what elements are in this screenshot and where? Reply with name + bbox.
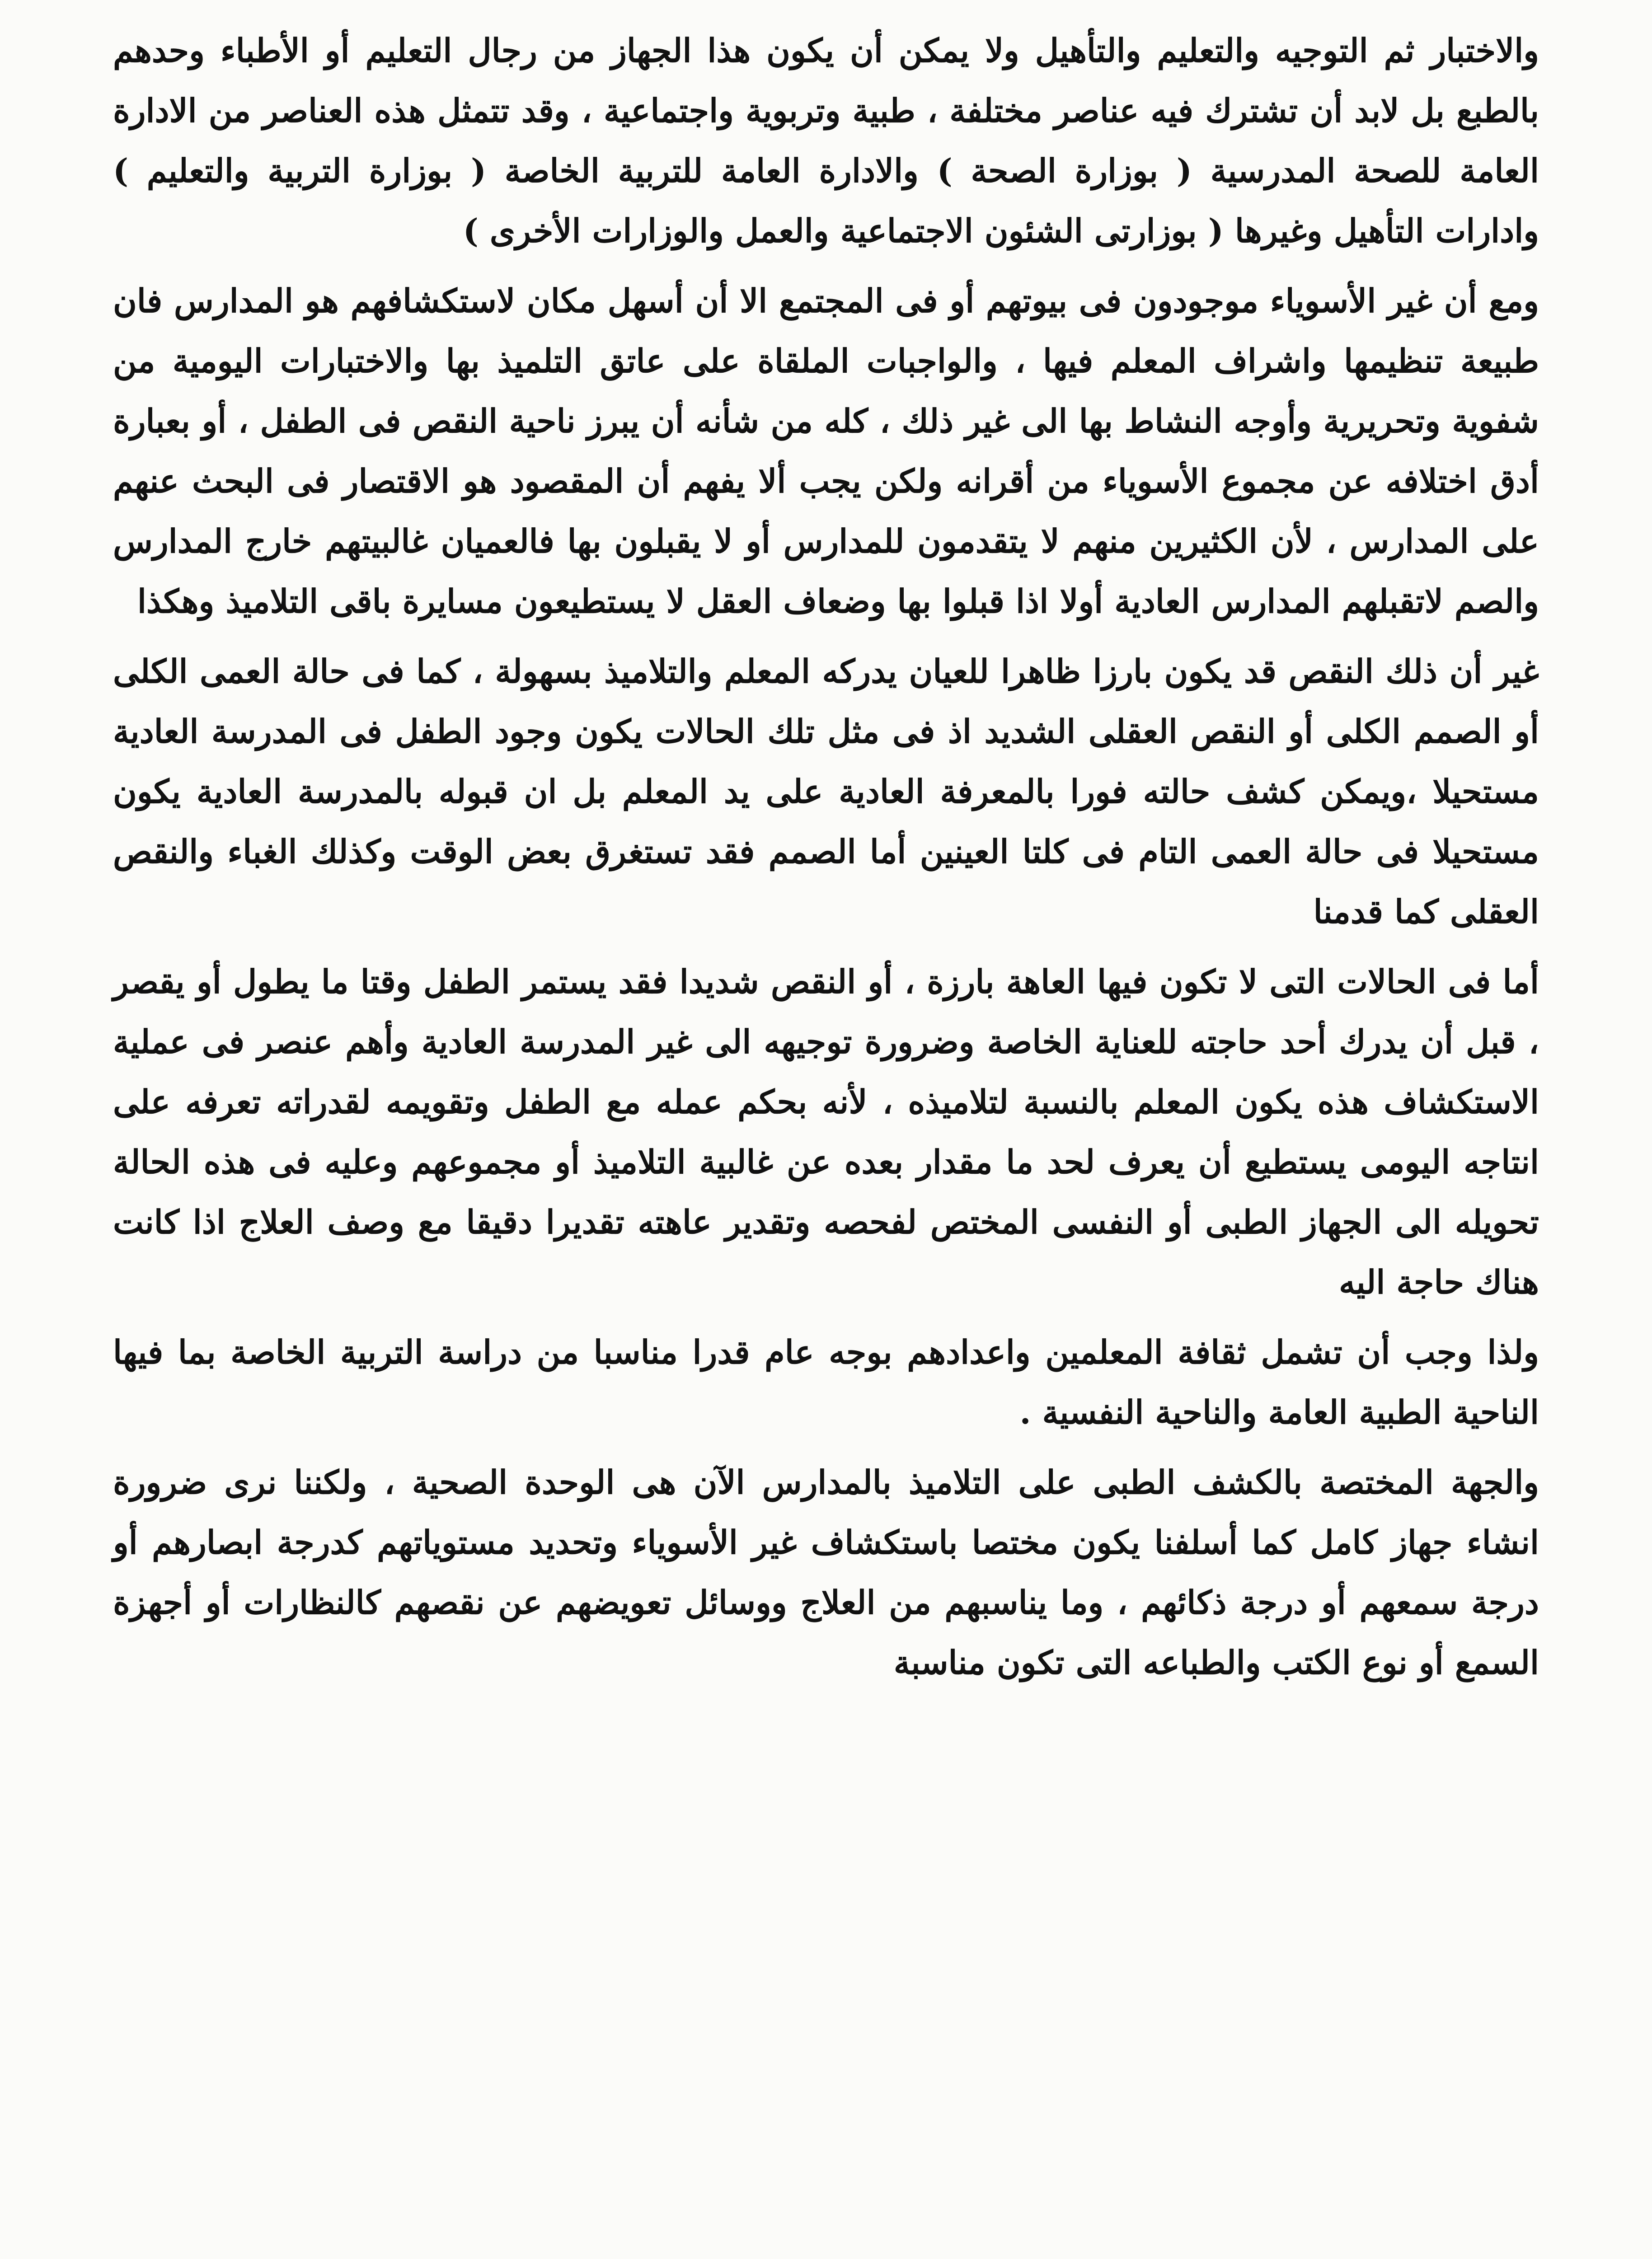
paragraph-1: والاختبار ثم التوجيه والتعليم والتأهيل ولا يمكن أن يكون هذا الجهاز من رجال التعليم أو الأطباء وحدهم بالطبع بل لابد أن تشترك فيه عناصر مختلفة ، طبية وتربوية واجتماعية ، وقد تتمثل هذه العناصر من الادارة العامة للصحة المدرسية ( بوزارة الصحة ) والادارة العامة للتربية الخاصة ( بوزارة التربية والتعليم ) وادارات التأهيل وغيرها ( بوزارتى الشئون الاجتماعية والعمل والوزارات الأخرى ) <box>113 31 1539 250</box>
paragraph-3: غير أن ذلك النقص قد يكون بارزا ظاهرا للعيان يدركه المعلم والتلاميذ بسهولة ، كما فى حالة العمى الكلى أو الصمم الكلى أو النقص العقلى الشديد اذ فى مثل تلك الحالات يكون وجود الطفل فى المدرسة العادية مستحيلا ،ويمكن كشف حالته فورا بالمعرفة العادية على يد المعلم بل ان قبوله بالمدرسة العادية يكون مستحيلا فى حالة العمى التام فى كلتا العينين أما الصمم فقد تستغرق بعض الوقت وكذلك الغباء والنقص العقلى كما قدمنا <box>113 652 1539 931</box>
body-text <box>113 20 1539 2259</box>
paragraph-5: ولذا وجب أن تشمل ثقافة المعلمين واعدادهم بوجه عام قدرا مناسبا من دراسة التربية الخاصة بما فيها الناحية الطبية العامة والناحية النفسية . <box>113 1333 1539 1431</box>
paragraph-4: أما فى الحالات التى لا تكون فيها العاهة بارزة ، أو النقص شديدا فقد يستمر الطفل وقتا ما يطول أو يقصر ، قبل أن يدرك أحد حاجته للعناية الخاصة وضرورة توجيهه الى غير المدرسة العادية وأهم عنصر فى عملية الاستكشاف هذه يكون المعلم بالنسبة لتلاميذه ، لأنه بحكم عمله مع الطفل وتقويمه لقدراته تعرفه على انتاجه اليومى يستطيع أن يعرف لحد ما مقدار بعده عن غالبية التلاميذ أو مجموعهم وعليه فى هذه الحالة تحويله الى الجهاز الطبى أو النفسى المختص لفحصه وتقدير عاهته تقديرا دقيقا مع وصف العلاج اذا كانت هناك حاجة اليه <box>113 962 1539 1301</box>
paragraph-6: والجهة المختصة بالكشف الطبى على التلاميذ بالمدارس الآن هى الوحدة الصحية ، ولكننا نرى ضرورة انشاء جهاز كامل كما أسلفنا يكون مختصا باستكشاف غير الأسوياء وتحديد مستوياتهم كدرجة ابصارهم أو درجة سمعهم أو درجة ذكائهم ، وما يناسبهم من العلاج ووسائل تعويضهم عن نقصهم كالنظارات أو أجهزة السمع أو نوع الكتب والطباعه التى تكون مناسبة <box>113 1463 1539 1682</box>
paragraph-2: ومع أن غير الأسوياء موجودون فى بيوتهم أو فى المجتمع الا أن أسهل مكان لاستكشافهم هو المدارس فان طبيعة تنظيمها واشراف المعلم فيها ، والواجبات الملقاة على عاتق التلميذ بها والاختبارات اليومية من شفوية وتحريرية وأوجه النشاط بها الى غير ذلك ، كله من شأنه أن يبرز ناحية النقص فى الطفل ، أو بعبارة أدق اختلافه عن مجموع الأسوياء من أقرانه ولكن يجب ألا يفهم أن المقصود هو الاقتصار فى البحث عنهم على المدارس ، لأن الكثيرين منهم لا يتقدمون للمدارس أو لا يقبلون بها فالعميان غالبيتهم خارج المدارس والصم لاتقبلهم المدارس العادية أولا اذا قبلوا بها وضعاف العقل لا يستطيعون مسايرة باقى التلاميذ وهكذا <box>113 281 1539 620</box>
